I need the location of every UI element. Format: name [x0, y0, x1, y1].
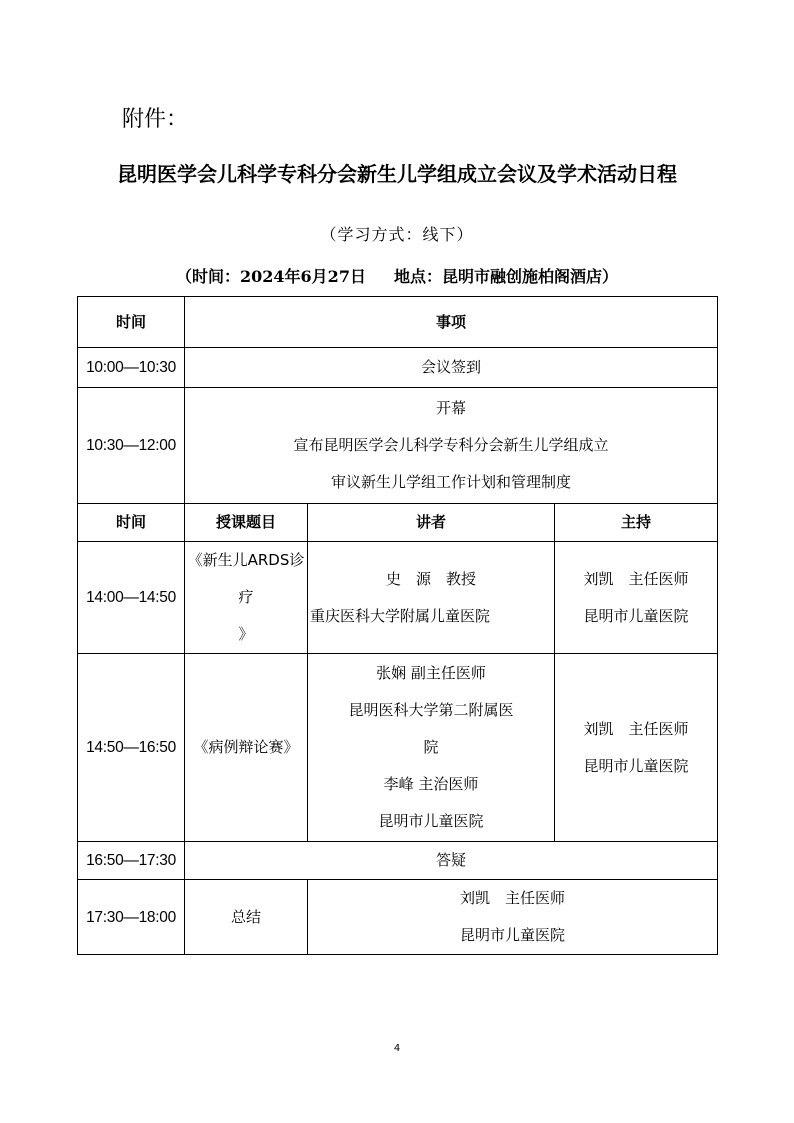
table-row	[78, 842, 718, 880]
speaker-line: 张娴 副主任医师	[376, 664, 486, 682]
table-row	[78, 348, 718, 388]
attachment-label: 附件：	[122, 107, 189, 132]
speaker-line: 李峰 主治医师	[383, 775, 479, 793]
page-number: 4	[393, 1043, 401, 1054]
header-topic: 授课题目	[185, 504, 308, 542]
study-mode-subtitle: （学习方式：线下）	[320, 225, 474, 244]
row-item: 答疑	[185, 842, 718, 880]
row-time: 14:50—16:50	[78, 654, 185, 842]
speaker-line: 昆明市儿童医院	[378, 812, 484, 830]
row-host	[308, 880, 718, 955]
topic-line: 《新生儿ARDS诊疗	[187, 551, 305, 606]
row-item	[185, 388, 718, 504]
opening-line: 审议新生儿学组工作计划和管理制度	[330, 473, 571, 491]
table-row	[78, 388, 718, 504]
document-title: 昆明医学会儿科学专科分会新生儿学组成立会议及学术活动日程	[117, 162, 677, 186]
row-topic	[185, 542, 308, 654]
speaker-line: 昆明医科大学第二附属医	[348, 701, 514, 719]
schedule-table	[77, 296, 718, 955]
table-row	[78, 654, 718, 842]
event-time: （时间：2024年6月27日	[176, 267, 366, 286]
row-host	[555, 654, 718, 842]
header-item: 事项	[185, 297, 718, 348]
table-header-row	[78, 504, 718, 542]
row-time: 16:50—17:30	[78, 842, 185, 880]
row-topic: 《病例辩论赛》	[185, 654, 308, 842]
row-speaker	[308, 654, 555, 842]
row-host	[555, 542, 718, 654]
speaker-line: 史 源 教授	[385, 569, 476, 588]
time-place-line	[0, 264, 794, 287]
row-time: 17:30—18:00	[78, 880, 185, 955]
host-line: 昆明市儿童医院	[583, 606, 689, 625]
header-time: 时间	[78, 297, 185, 348]
topic-line: 》	[238, 625, 254, 643]
opening-line: 开幕	[435, 399, 466, 417]
row-time: 14:00—14:50	[78, 542, 185, 654]
header-speaker: 讲者	[308, 504, 555, 542]
event-place: 地点：昆明市融创施柏阁酒店）	[393, 267, 618, 286]
row-time: 10:30—12:00	[78, 388, 185, 504]
host-line: 刘凯 主任医师	[583, 719, 689, 738]
host-line: 昆明市儿童医院	[459, 926, 565, 944]
header-time: 时间	[78, 504, 185, 542]
host-line: 刘凯 主任医师	[583, 569, 689, 588]
opening-line: 宣布昆明医学会儿科学专科分会新生儿学组成立	[293, 436, 609, 454]
table-row	[78, 880, 718, 955]
speaker-line: 重庆医科大学附属儿童医院	[310, 606, 491, 625]
header-host: 主持	[555, 504, 718, 542]
row-time: 10:00—10:30	[78, 348, 185, 388]
host-line: 昆明市儿童医院	[583, 756, 689, 775]
speaker-line: 院	[423, 738, 439, 756]
row-topic: 总结	[185, 880, 308, 955]
row-speaker	[308, 542, 555, 654]
table-row	[78, 542, 718, 654]
table-header-row	[78, 297, 718, 348]
host-line: 刘凯 主任医师	[459, 889, 565, 907]
row-item: 会议签到	[185, 348, 718, 388]
